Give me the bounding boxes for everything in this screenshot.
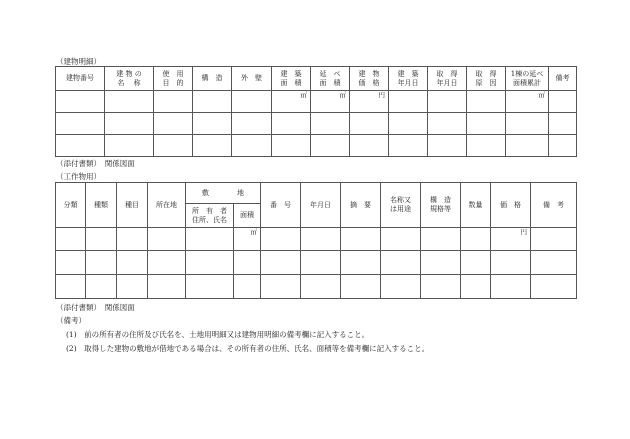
cell-cumulative-area[interactable] bbox=[506, 91, 549, 113]
col-price-label: 価 格 bbox=[500, 200, 521, 209]
cell[interactable] bbox=[301, 228, 341, 251]
unit-sqm: ㎡ bbox=[339, 91, 346, 99]
cell[interactable] bbox=[531, 275, 577, 299]
col-building-number-label: 建物番号 bbox=[66, 74, 94, 82]
col-owner bbox=[186, 204, 234, 228]
col-acquisition-date-l2: 年月日 bbox=[436, 78, 458, 87]
table-row bbox=[56, 91, 577, 113]
col-acquisition-date bbox=[428, 67, 467, 91]
structure-table bbox=[55, 182, 577, 299]
col-type-label: 種類 bbox=[94, 200, 108, 209]
col-structure bbox=[193, 67, 232, 91]
cell[interactable] bbox=[193, 113, 232, 135]
cell[interactable] bbox=[341, 275, 381, 299]
cell[interactable] bbox=[186, 275, 234, 299]
notes-title: （備考） bbox=[56, 316, 86, 325]
col-category bbox=[56, 183, 86, 228]
cell[interactable] bbox=[421, 275, 461, 299]
cell[interactable] bbox=[56, 251, 86, 275]
cell[interactable] bbox=[350, 135, 389, 157]
cell[interactable] bbox=[549, 113, 577, 135]
col-construction-date-l2: 年月日 bbox=[397, 78, 419, 87]
building-section-title: （建物明細） bbox=[56, 57, 101, 66]
cell[interactable] bbox=[467, 113, 506, 135]
cell[interactable] bbox=[186, 251, 234, 275]
cell[interactable] bbox=[341, 228, 381, 251]
cell[interactable] bbox=[105, 135, 154, 157]
col-date-label: 年月日 bbox=[310, 200, 331, 209]
cell[interactable] bbox=[261, 228, 301, 251]
cell[interactable] bbox=[193, 135, 232, 157]
col-location-label: 所在地 bbox=[156, 200, 177, 209]
cell[interactable] bbox=[272, 113, 311, 135]
cell[interactable] bbox=[232, 113, 272, 135]
cell[interactable] bbox=[467, 135, 506, 157]
cell[interactable] bbox=[461, 251, 491, 275]
col-total-floor-area bbox=[311, 67, 350, 91]
cell[interactable] bbox=[56, 228, 86, 251]
cell[interactable] bbox=[311, 113, 350, 135]
cell[interactable] bbox=[421, 228, 461, 251]
col-type bbox=[86, 183, 117, 228]
col-name-use-l2: は用途 bbox=[390, 205, 411, 213]
cell[interactable] bbox=[461, 228, 491, 251]
col-structure-spec-l2: 規格等 bbox=[430, 205, 451, 213]
cell[interactable] bbox=[105, 113, 154, 135]
col-remarks-label: 備考 bbox=[555, 74, 570, 82]
col-building-area-l2: 面 積 bbox=[280, 78, 302, 87]
col-quantity-label: 数量 bbox=[468, 200, 483, 209]
col-total-floor-area-l1: 延 べ bbox=[319, 69, 341, 78]
cell[interactable] bbox=[234, 275, 261, 299]
cell[interactable] bbox=[148, 275, 186, 299]
building-table bbox=[55, 66, 577, 157]
cell[interactable] bbox=[234, 251, 261, 275]
cell[interactable] bbox=[117, 275, 148, 299]
cell[interactable] bbox=[232, 91, 272, 113]
cell[interactable] bbox=[117, 251, 148, 275]
cell[interactable] bbox=[261, 275, 301, 299]
cell[interactable] bbox=[86, 228, 117, 251]
unit-sqm: ㎡ bbox=[300, 91, 307, 99]
cell[interactable] bbox=[56, 91, 105, 113]
cell[interactable] bbox=[350, 113, 389, 135]
unit-yen: 円 bbox=[378, 91, 385, 99]
cell-building-area[interactable] bbox=[272, 91, 311, 113]
col-date bbox=[301, 183, 341, 228]
col-structure-label: 構 造 bbox=[201, 74, 223, 82]
col-cumulative-area-l1: 1棟の延べ bbox=[510, 69, 544, 78]
cell[interactable] bbox=[56, 135, 105, 157]
col-cumulative-area bbox=[506, 67, 549, 91]
col-name-use bbox=[381, 183, 421, 228]
note-item-2: (2) 取得した建物の敷地が借地である場合は、その所有者の住所、氏名、面積等を備考欄に記入すること。 bbox=[66, 344, 430, 353]
cell[interactable] bbox=[301, 251, 341, 275]
cell[interactable] bbox=[549, 135, 577, 157]
cell[interactable] bbox=[148, 228, 186, 251]
col-site-label: 敷 地 bbox=[202, 188, 244, 197]
col-name-use-l1: 名称又 bbox=[390, 196, 411, 204]
cell[interactable] bbox=[117, 228, 148, 251]
cell[interactable] bbox=[389, 91, 428, 113]
cell[interactable] bbox=[341, 251, 381, 275]
unit-sqm: ㎡ bbox=[538, 91, 545, 99]
unit-sqm: ㎡ bbox=[250, 228, 257, 236]
structure-attachment: （添付書類） 関係図面 bbox=[56, 303, 135, 312]
cell[interactable] bbox=[506, 135, 549, 157]
col-acquisition-date-l1: 取 得 bbox=[436, 69, 458, 78]
cell[interactable] bbox=[428, 113, 467, 135]
cell[interactable] bbox=[421, 251, 461, 275]
col-building-name bbox=[105, 67, 154, 91]
cell[interactable] bbox=[389, 113, 428, 135]
col-area bbox=[234, 204, 261, 228]
cell[interactable] bbox=[381, 228, 421, 251]
cell[interactable] bbox=[86, 275, 117, 299]
col-acquisition-cause-l1: 取 得 bbox=[475, 69, 497, 78]
table-row bbox=[56, 251, 577, 275]
cell[interactable] bbox=[186, 228, 234, 251]
unit-yen: 円 bbox=[520, 228, 527, 236]
col-acquisition-cause bbox=[467, 67, 506, 91]
col-building-area bbox=[272, 67, 311, 91]
cell[interactable] bbox=[193, 91, 232, 113]
cell[interactable] bbox=[261, 251, 301, 275]
col-number-label: 番 号 bbox=[270, 200, 291, 209]
cell[interactable] bbox=[381, 275, 421, 299]
cell[interactable] bbox=[531, 251, 577, 275]
col-summary-label: 摘 要 bbox=[350, 200, 371, 209]
building-attachment: （添付書類） 関係図面 bbox=[56, 159, 135, 168]
cell[interactable] bbox=[56, 275, 86, 299]
table-row bbox=[56, 275, 577, 299]
cell[interactable] bbox=[86, 251, 117, 275]
cell[interactable] bbox=[428, 91, 467, 113]
cell[interactable] bbox=[491, 275, 531, 299]
cell[interactable] bbox=[549, 91, 577, 113]
col-site bbox=[186, 183, 261, 204]
col-exterior-wall-label: 外 壁 bbox=[241, 74, 262, 82]
cell-price[interactable] bbox=[491, 228, 531, 251]
col-purpose-l2: 目 的 bbox=[162, 78, 184, 87]
cell[interactable] bbox=[389, 135, 428, 157]
structure-section-title: （工作物用） bbox=[56, 172, 101, 181]
col-building-area-l1: 建 築 bbox=[280, 69, 302, 78]
col-structure-spec bbox=[421, 183, 461, 228]
col-owner-l1: 所 有 者 bbox=[192, 206, 227, 215]
col-building-name-l2: 名 称 bbox=[117, 78, 141, 87]
col-building-price-l2: 価 格 bbox=[358, 78, 380, 87]
cell[interactable] bbox=[506, 113, 549, 135]
col-location bbox=[148, 183, 186, 228]
cell-total-floor-area[interactable] bbox=[311, 91, 350, 113]
cell[interactable] bbox=[232, 135, 272, 157]
cell[interactable] bbox=[381, 251, 421, 275]
col-category-label: 分類 bbox=[63, 200, 78, 209]
col-number bbox=[261, 183, 301, 228]
col-construction-date-l1: 建 築 bbox=[397, 69, 419, 78]
table-row bbox=[56, 135, 577, 157]
col-construction-date bbox=[389, 67, 428, 91]
cell[interactable] bbox=[154, 91, 193, 113]
col-summary bbox=[341, 183, 381, 228]
col-remarks-label: 備 考 bbox=[543, 200, 564, 209]
cell[interactable] bbox=[154, 135, 193, 157]
col-item-label: 種目 bbox=[125, 200, 139, 209]
col-structure-spec-l1: 構 造 bbox=[430, 196, 451, 204]
cell[interactable] bbox=[311, 135, 350, 157]
col-item bbox=[117, 183, 148, 228]
col-building-price-l1: 建 物 bbox=[358, 69, 380, 78]
col-purpose bbox=[154, 67, 193, 91]
col-exterior-wall bbox=[232, 67, 272, 91]
col-acquisition-cause-l2: 原 因 bbox=[475, 78, 497, 87]
cell[interactable] bbox=[154, 113, 193, 135]
note-item-1: (1) 前の所有者の住所及び氏名を、土地用明細又は建物用明細の備考欄に記入すること。 bbox=[66, 330, 370, 339]
col-total-floor-area-l2: 面 積 bbox=[319, 78, 341, 87]
col-price bbox=[491, 183, 531, 228]
col-quantity bbox=[461, 183, 491, 228]
cell[interactable] bbox=[491, 251, 531, 275]
col-remarks bbox=[531, 183, 577, 228]
col-cumulative-area-l2: 面積累計 bbox=[513, 78, 541, 87]
col-building-price bbox=[350, 67, 389, 91]
col-owner-l2: 住所、氏名 bbox=[192, 215, 227, 224]
cell-area[interactable] bbox=[234, 228, 261, 251]
cell[interactable] bbox=[148, 251, 186, 275]
col-purpose-l1: 使 用 bbox=[162, 69, 184, 78]
cell[interactable] bbox=[105, 91, 154, 113]
table-row bbox=[56, 228, 577, 251]
cell[interactable] bbox=[531, 228, 577, 251]
cell[interactable] bbox=[461, 275, 491, 299]
col-area-label: 面積 bbox=[240, 211, 254, 219]
cell[interactable] bbox=[467, 91, 506, 113]
cell[interactable] bbox=[301, 275, 341, 299]
col-building-name-l1: 建 物 の bbox=[116, 69, 142, 78]
cell-price[interactable] bbox=[350, 91, 389, 113]
cell[interactable] bbox=[56, 113, 105, 135]
col-building-number bbox=[56, 67, 105, 91]
cell[interactable] bbox=[272, 135, 311, 157]
cell[interactable] bbox=[428, 135, 467, 157]
col-remarks bbox=[549, 67, 577, 91]
table-row bbox=[56, 113, 577, 135]
